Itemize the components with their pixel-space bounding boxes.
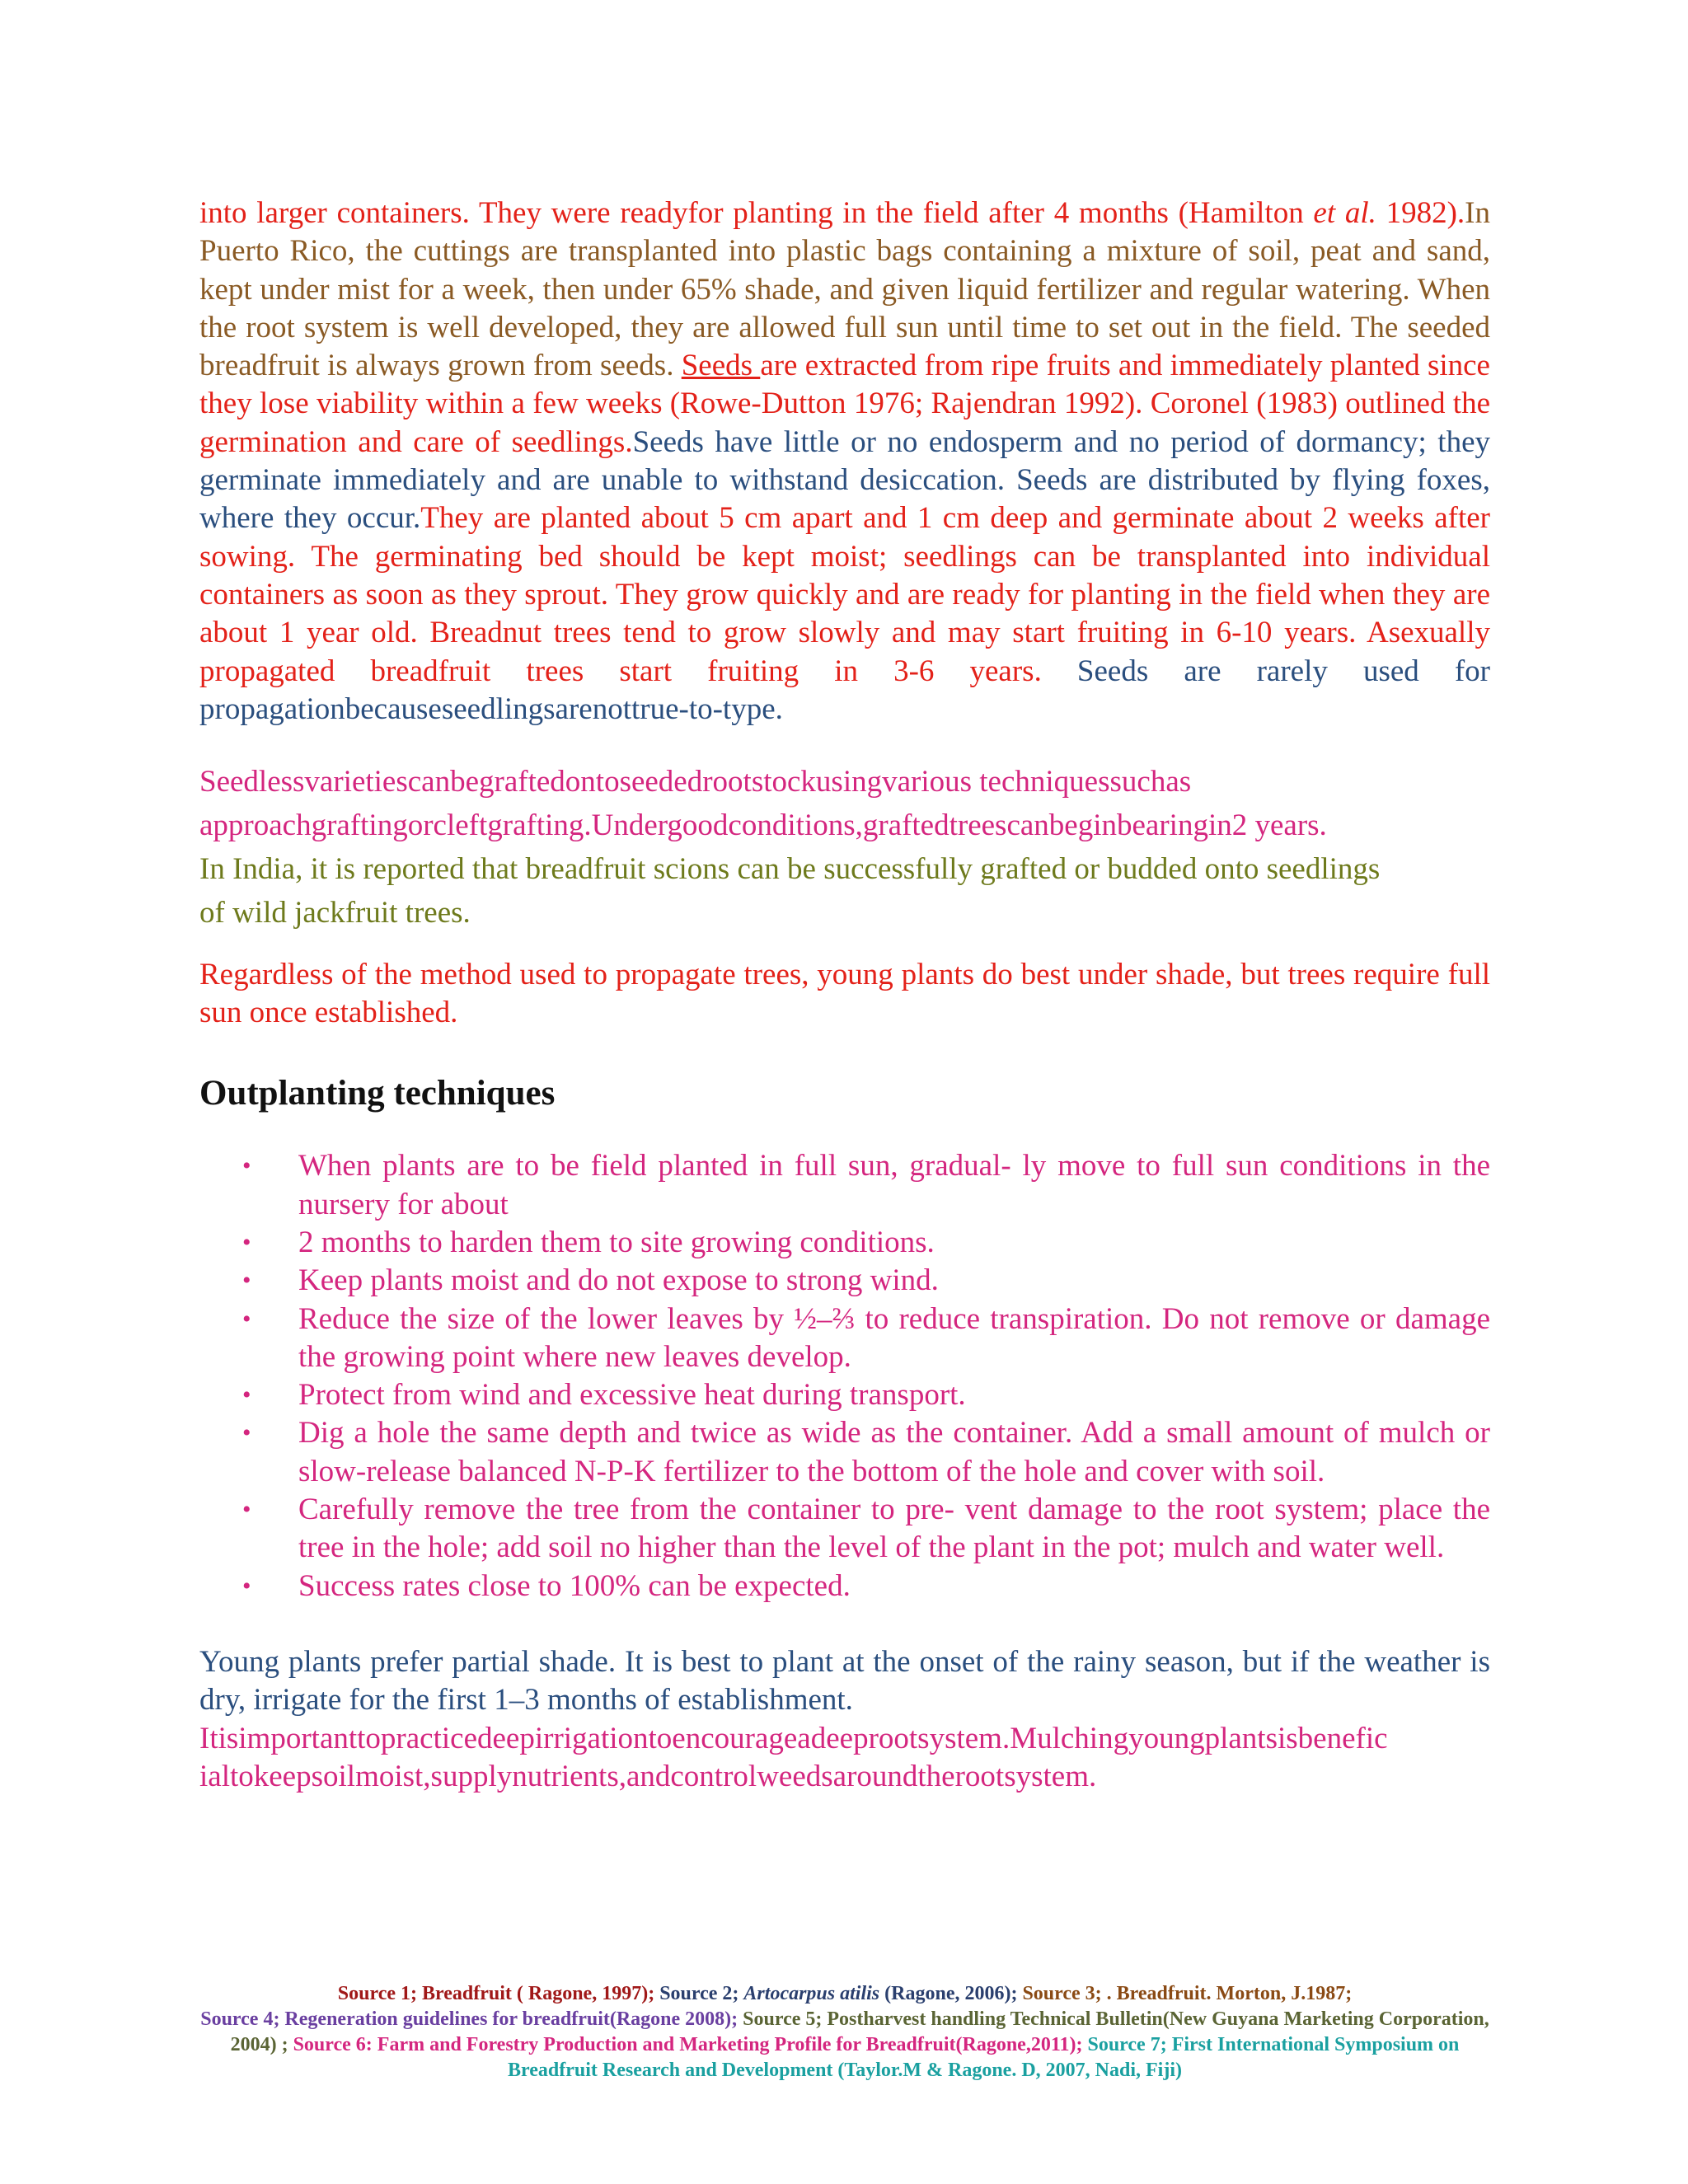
text-1982: 1982). — [1376, 196, 1465, 230]
text-puerto-rico: In Puerto Rico, the cuttings are transplanted into plastic bags containing a mixture of soil, peat and sand, kept under mist for a week, then under 65% shade, and given liquid fertilizer and regular watering. When the root system is well developed, they are allowed full sun until time to set out in the field. The seeded breadfruit is always grown from seeds. — [199, 196, 1490, 383]
source-3: Source 3; . Breadfruit. Morton, J.1987; — [1017, 1983, 1353, 2004]
list-item — [242, 1224, 1490, 1262]
list-item — [242, 1491, 1490, 1568]
propagation-paragraph — [199, 194, 1490, 729]
list-item — [242, 1262, 1490, 1300]
text-seed-extraction: are extracted from ripe fruits and immediately planted since they lose viability within a few weeks (Rowe-Dutton 1976; Rajendran 1992). Coronel (1983) outlined the germination and care of seedlings. — [199, 349, 1490, 459]
list-item-text: 2 months to harden them to site growing conditions. — [298, 1225, 935, 1259]
bullet-icon: • — [242, 1572, 251, 1600]
bullet-icon: • — [242, 1267, 251, 1295]
source-2-label: Source 2; — [654, 1983, 744, 2004]
list-item — [242, 1376, 1490, 1414]
source-1: Source 1; Breadfruit ( Ragone, 1997); — [337, 1983, 655, 2004]
irrigation-line-2: ialtokeepsoilmoist,supplynutrients,andcontrolweedsaroundtherootsystem. — [199, 1759, 1097, 1793]
bullet-icon: • — [242, 1381, 251, 1409]
young-plants-paragraph: Young plants prefer partial shade. It is best to plant at the onset of the rainy season, but if the weather is dry, irrigate for the first 1–3 months of establishment. — [199, 1644, 1490, 1718]
list-item — [242, 1147, 1490, 1224]
irrigation-line-1: Itisimportanttopracticedeepirrigationtoencourageadeeprootsystem.Mulchingyoungplantsisbenefic — [199, 1721, 1388, 1755]
text-seed-dormancy: Seeds have little or no endosperm and no period of dormancy; they germinate immediately and are unable to withstand desiccation. Seeds are distributed by flying foxes, where they occur. — [199, 424, 1490, 536]
list-item-text: When plants are to be field planted in full sun, gradual- ly move to full sun conditions in the nursery for about — [298, 1149, 1490, 1221]
grafting-paragraph — [199, 760, 1490, 935]
source-6: Source 6: Farm and Forestry Production and Marketing Profile for Breadfruit(Ragone,2011); — [288, 2034, 1083, 2055]
list-item — [242, 1568, 1490, 1605]
text-not-true-to-type: becauseseedlingsarenottrue-to-type. — [345, 691, 783, 726]
sources-footer — [199, 1981, 1490, 2083]
section-heading: Outplanting techniques — [199, 1073, 556, 1113]
outplanting-list — [199, 1147, 1490, 1605]
bullet-icon: • — [242, 1496, 251, 1524]
text-seeds-underlined: Seeds — [681, 349, 761, 383]
text-containers: into larger containers. They were readyfor planting in the field after 4 months (Hamilton — [199, 196, 1314, 230]
list-item — [242, 1414, 1490, 1491]
text-propagation: propagation — [199, 691, 345, 726]
bullet-icon: • — [242, 1419, 251, 1447]
list-item-text: Protect from wind and excessive heat during transport. — [298, 1378, 966, 1413]
grafting-line-2: approachgraftingorcleftgrafting.Undergoodconditions,graftedtreescanbeginbearingin2 years. — [199, 808, 1327, 843]
text-et-al: et al. — [1313, 196, 1376, 230]
list-item-text: Reduce the size of the lower leaves by ½–⅔ to reduce transpiration. Do not remove or damage the growing point where new leaves develop. — [298, 1301, 1490, 1374]
source-2-species: Artocarpus atilis — [743, 1983, 880, 2004]
page-content — [199, 194, 1490, 1796]
source-2-citation: (Ragone, 2006); — [879, 1983, 1018, 2004]
list-item-text: Dig a hole the same depth and twice as wide as the container. Add a small amount of mulch or slow-release balanced N-P-K fertilizer to the bottom of the hole and cover with soil. — [298, 1416, 1490, 1488]
india-line-1: In India, it is reported that breadfruit scions can be successfully grafted or budded onto seedlings — [199, 852, 1381, 887]
source-4: Source 4; Regeneration guidelines for breadfruit(Ragone 2008); — [200, 2008, 738, 2030]
text-seed-planting: They are planted about 5 cm apart and 1 cm deep and germinate about 2 weeks after sowing. The germinating bed should be kept moist; seedlings can be transplanted into individual containers as soon as they sprout. They grow quickly and are ready for planting in the field when they are about 1 year old. Breadnut trees tend to grow slowly and may start fruiting in 6-10 years. Asexually propagated breadfruit trees start fruiting in 3-6 years. — [199, 501, 1490, 688]
list-item-text: Keep plants moist and do not expose to strong wind. — [298, 1263, 939, 1298]
bullet-icon: • — [242, 1228, 251, 1256]
source-5: Source 5; Postharvest handling Technical Bulletin(New Guyana Marketing Corporation, 2004) ; — [230, 2008, 1489, 2055]
list-item-text: Carefully remove the tree from the container to pre- vent damage to the root system; place the tree in the hole; add soil no higher than the level of the plant in the pot; mulch and water well. — [298, 1493, 1490, 1565]
bullet-icon: • — [242, 1152, 251, 1180]
list-item — [242, 1301, 1490, 1377]
bullet-icon: • — [242, 1305, 251, 1333]
text-seeds-rarely-used: Seeds are rarely used for — [1041, 654, 1491, 688]
shade-paragraph: Regardless of the method used to propagate trees, young plants do best under shade, but trees require full sun once established. — [199, 958, 1490, 1030]
india-line-2: of wild jackfruit trees. — [199, 896, 471, 930]
list-item-text: Success rates close to 100% can be expected. — [298, 1568, 851, 1603]
grafting-line-1: Seedlessvarietiescanbegraftedontoseededrootstockusingvarious techniquessuchas — [199, 765, 1192, 799]
source-7: Source 7; First International Symposium on Breadfruit Research and Development (Taylor.M & Ragone. D, 2007, Nadi, Fiji) — [508, 2034, 1460, 2081]
